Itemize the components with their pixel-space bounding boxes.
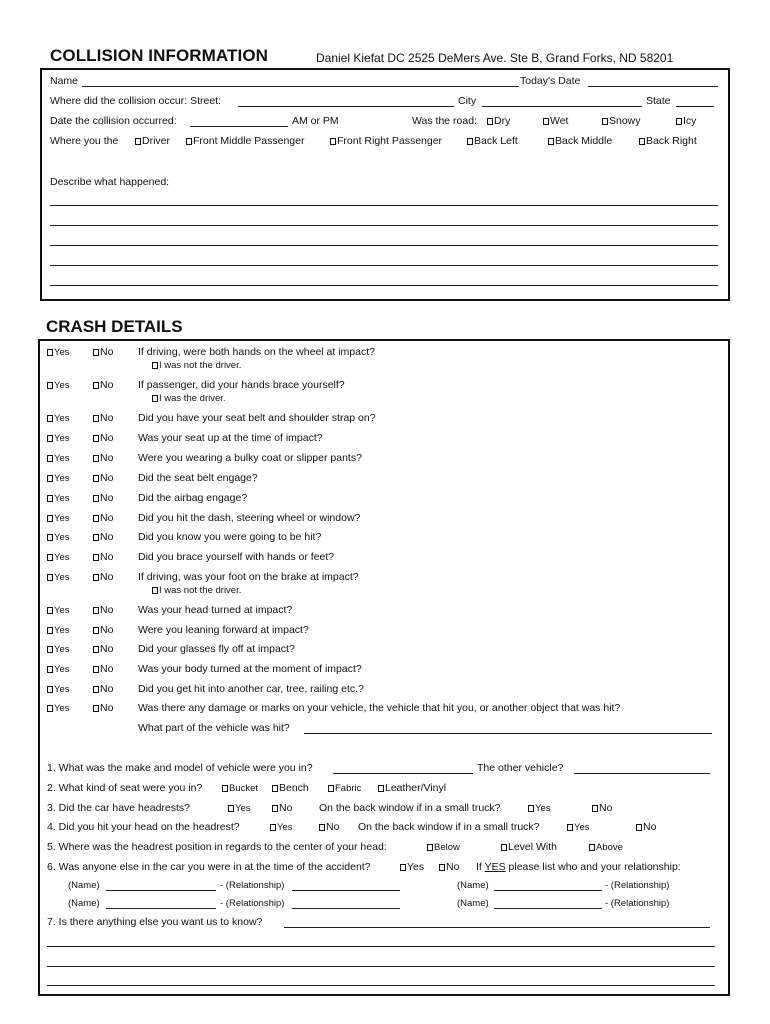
city-label: City (458, 95, 477, 107)
q3b-label: On the back window if in a small truck? (319, 802, 501, 814)
ampm-label: AM or PM (292, 115, 339, 127)
other-rel-label: - (Relationship) (605, 880, 670, 891)
checkbox-icon[interactable] (47, 705, 53, 712)
yes-option[interactable]: Yes (47, 492, 70, 504)
describe-label: Describe what happened: (50, 176, 170, 188)
q7-line[interactable] (47, 946, 715, 947)
question-text: Were you leaning forward at impact? (138, 624, 309, 636)
q6-no[interactable]: No (439, 861, 459, 873)
question-sub-option[interactable]: I was the driver. (152, 392, 226, 404)
yes-option[interactable]: Yes (47, 346, 70, 358)
road-dry[interactable]: Dry (487, 115, 510, 127)
yes-option[interactable]: Yes (47, 551, 70, 563)
q7-label: 7. Is there anything else you want us to know? (47, 916, 263, 928)
other-rel-label: - (Relationship) (605, 898, 670, 909)
checkbox-icon[interactable] (47, 646, 53, 653)
q4-no[interactable]: No (319, 821, 339, 833)
question-text: Did you have your seat belt and shoulder strap on? (138, 412, 376, 424)
checkbox-icon[interactable] (93, 495, 99, 502)
checkbox-icon[interactable] (528, 805, 534, 812)
checkbox-icon[interactable] (93, 705, 99, 712)
yes-option[interactable]: Yes (47, 624, 70, 636)
q4b-label: On the back window if in a small truck? (358, 821, 540, 833)
seat-bench[interactable]: Bench (272, 782, 309, 794)
checkbox-icon[interactable] (47, 515, 53, 522)
checkbox-icon[interactable] (636, 824, 642, 831)
checkbox-icon[interactable] (47, 455, 53, 462)
checkbox-icon[interactable] (47, 554, 53, 561)
checkbox-icon[interactable] (93, 415, 99, 422)
q4b-yes[interactable]: Yes (567, 821, 590, 833)
checkbox-icon[interactable] (186, 138, 192, 145)
question-text: Was your body turned at the moment of impact? (138, 663, 362, 675)
road-wet[interactable]: Wet (543, 115, 568, 127)
checkbox-icon[interactable] (47, 666, 53, 673)
question-sub-option[interactable]: I was not the driver. (152, 359, 241, 371)
no-option[interactable]: No (93, 643, 113, 655)
question-text: Did you know you were going to be hit? (138, 531, 322, 543)
checkbox-icon[interactable] (272, 785, 278, 792)
checkbox-icon[interactable] (228, 805, 234, 812)
no-option[interactable]: No (93, 604, 113, 616)
checkbox-icon[interactable] (487, 118, 493, 125)
q4-yes[interactable]: Yes (270, 821, 293, 833)
clinic-address: Daniel Kiefat DC 2525 DeMers Ave. Ste B, Grand Forks, ND 58201 (316, 51, 674, 65)
page-title: COLLISION INFORMATION (50, 46, 269, 65)
today-date-field[interactable] (588, 86, 718, 87)
question-text: Was your seat up at the time of impact? (138, 432, 323, 444)
no-option[interactable]: No (93, 452, 113, 464)
checkbox-icon[interactable] (93, 627, 99, 634)
checkbox-icon[interactable] (676, 118, 682, 125)
other-rel-label: - (Relationship) (220, 880, 285, 891)
checkbox-icon[interactable] (589, 844, 595, 851)
road-icy[interactable]: Icy (676, 115, 696, 127)
other-name-label: (Name) (457, 898, 489, 909)
yes-option[interactable]: Yes (47, 472, 70, 484)
question-text: If driving, was your foot on the brake at impact? (138, 571, 359, 583)
yes-option[interactable]: Yes (47, 432, 70, 444)
yes-option[interactable]: Yes (47, 604, 70, 616)
yes-option[interactable]: Yes (47, 452, 70, 464)
state-label: State (646, 95, 671, 107)
q1b-field[interactable] (574, 773, 710, 774)
date-field[interactable] (190, 126, 288, 127)
yes-option[interactable]: Yes (47, 412, 70, 424)
checkbox-icon[interactable] (602, 118, 608, 125)
yes-option[interactable]: Yes (47, 663, 70, 675)
checkbox-icon[interactable] (47, 686, 53, 693)
other-name-label: (Name) (68, 880, 100, 891)
checkbox-icon[interactable] (93, 475, 99, 482)
seat-leather[interactable]: Leather/Vinyl (378, 782, 446, 794)
other-name-field[interactable] (494, 890, 602, 891)
position-label: Where you the (50, 135, 119, 147)
question-text: Did you brace yourself with hands or feet? (138, 551, 335, 563)
checkbox-icon[interactable] (135, 138, 141, 145)
describe-line[interactable] (50, 285, 718, 286)
q1b-label: The other vehicle? (477, 762, 564, 774)
q3b-no[interactable]: No (592, 802, 612, 814)
checkbox-icon[interactable] (47, 415, 53, 422)
checkbox-icon[interactable] (639, 138, 645, 145)
other-rel-label: - (Relationship) (220, 898, 285, 909)
checkbox-icon[interactable] (47, 495, 53, 502)
question-text: Did you hit the dash, steering wheel or window? (138, 512, 361, 524)
checkbox-icon[interactable] (467, 138, 473, 145)
position-front-right[interactable]: Front Right Passenger (330, 135, 442, 147)
checkbox-icon[interactable] (93, 455, 99, 462)
checkbox-icon[interactable] (378, 785, 384, 792)
checkbox-icon[interactable] (93, 534, 99, 541)
describe-line[interactable] (50, 205, 718, 206)
checkbox-icon[interactable] (548, 138, 554, 145)
describe-line[interactable] (50, 225, 718, 226)
question-text: Did your glasses fly off at impact? (138, 643, 295, 655)
question-text: Did you get hit into another car, tree, railing etc.? (138, 683, 364, 695)
other-rel-field[interactable] (292, 890, 400, 891)
no-option[interactable]: No (93, 683, 113, 695)
checkbox-icon[interactable] (47, 534, 53, 541)
q3-yes[interactable]: Yes (228, 802, 251, 814)
crash-details-title: CRASH DETAILS (46, 317, 183, 336)
q3-no[interactable]: No (272, 802, 292, 814)
no-option[interactable]: No (93, 432, 113, 444)
checkbox-icon[interactable] (222, 785, 228, 792)
question-sub-option[interactable]: I was not the driver. (152, 584, 241, 596)
seat-fabric[interactable]: Fabric (328, 782, 361, 794)
checkbox-icon[interactable] (93, 574, 99, 581)
checkbox-icon[interactable] (47, 627, 53, 634)
yes-option[interactable]: Yes (47, 683, 70, 695)
checkbox-icon[interactable] (592, 805, 598, 812)
yes-option[interactable]: Yes (47, 531, 70, 543)
name-field[interactable] (82, 86, 519, 87)
checkbox-icon[interactable] (501, 844, 507, 851)
checkbox-icon[interactable] (47, 475, 53, 482)
checkbox-icon[interactable] (272, 805, 278, 812)
no-option[interactable]: No (93, 472, 113, 484)
checkbox-icon[interactable] (93, 666, 99, 673)
position-driver[interactable]: Driver (135, 135, 170, 147)
checkbox-icon[interactable] (47, 382, 53, 389)
checkbox-icon[interactable] (439, 864, 445, 871)
checkbox-icon[interactable] (567, 824, 573, 831)
no-option[interactable]: No (93, 412, 113, 424)
checkbox-icon[interactable] (330, 138, 336, 145)
today-date-label: Today's Date (520, 75, 581, 87)
position-back-right[interactable]: Back Right (639, 135, 697, 147)
q6-label: 6. Was anyone else in the car you were in at the time of the accident? (47, 861, 371, 873)
yes-option[interactable]: Yes (47, 702, 70, 714)
checkbox-icon[interactable] (93, 349, 99, 356)
no-option[interactable]: No (93, 512, 113, 524)
no-option[interactable]: No (93, 492, 113, 504)
checkbox-icon[interactable] (328, 785, 334, 792)
checkbox-icon[interactable] (47, 574, 53, 581)
date-label: Date the collision occurred: (50, 115, 177, 127)
no-option[interactable]: No (93, 624, 113, 636)
no-option[interactable]: No (93, 571, 113, 583)
describe-line[interactable] (50, 245, 718, 246)
state-field[interactable] (676, 106, 714, 107)
yes-option[interactable]: Yes (47, 379, 70, 391)
q4b-no[interactable]: No (636, 821, 656, 833)
other-rel-field[interactable] (292, 908, 400, 909)
question-text: If passenger, did your hands brace yourself? (138, 379, 345, 391)
describe-line[interactable] (50, 265, 718, 266)
checkbox-icon[interactable] (47, 349, 53, 356)
q6-yes[interactable]: Yes (400, 861, 424, 873)
headrest-below[interactable]: Below (427, 841, 460, 853)
yes-option[interactable]: Yes (47, 571, 70, 583)
other-name-field[interactable] (106, 890, 216, 891)
street-label: Where did the collision occur: Street: (50, 95, 221, 107)
checkbox-icon[interactable] (400, 864, 406, 871)
question-text: Did the seat belt engage? (138, 472, 258, 484)
seat-bucket[interactable]: Bucket (222, 782, 258, 794)
q1-field[interactable] (333, 773, 473, 774)
checkbox-icon[interactable] (93, 607, 99, 614)
question-text: Were you wearing a bulky coat or slipper pants? (138, 452, 362, 464)
question-text: If driving, were both hands on the wheel at impact? (138, 346, 375, 358)
no-option[interactable]: No (93, 702, 113, 714)
q7-line[interactable] (47, 985, 715, 986)
checkbox-icon[interactable] (427, 844, 433, 851)
q3-label: 3. Did the car have headrests? (47, 802, 191, 814)
checkbox-icon[interactable] (543, 118, 549, 125)
no-option[interactable]: No (93, 346, 113, 358)
checkbox-icon[interactable] (93, 382, 99, 389)
position-back-middle[interactable]: Back Middle (548, 135, 612, 147)
checkbox-icon[interactable] (47, 607, 53, 614)
q6-instruction: If YES please list who and your relationship: (476, 861, 681, 873)
q1-label: 1. What was the make and model of vehicle were you in? (47, 762, 313, 774)
name-label: Name (50, 75, 79, 87)
q4-label: 4. Did you hit your head on the headrest? (47, 821, 240, 833)
checkbox-icon[interactable] (93, 686, 99, 693)
position-back-left[interactable]: Back Left (467, 135, 518, 147)
q5-label: 5. Where was the headrest position in regards to the center of your head: (47, 841, 387, 853)
yes-option[interactable]: Yes (47, 643, 70, 655)
q7-field[interactable] (284, 927, 710, 928)
city-field[interactable] (482, 106, 642, 107)
q3b-yes[interactable]: Yes (528, 802, 551, 814)
other-name-label: (Name) (457, 880, 489, 891)
checkbox-icon[interactable] (152, 362, 158, 369)
other-name-field[interactable] (494, 908, 602, 909)
no-option[interactable]: No (93, 663, 113, 675)
question-text: Did the airbag engage? (138, 492, 248, 504)
checkbox-icon[interactable] (93, 554, 99, 561)
headrest-level[interactable]: Level With (501, 841, 557, 853)
checkbox-icon[interactable] (319, 824, 325, 831)
q2-label: 2. What kind of seat were you in? (47, 782, 203, 794)
no-option[interactable]: No (93, 379, 113, 391)
road-label: Was the road: (412, 115, 477, 127)
checkbox-icon[interactable] (270, 824, 276, 831)
road-snowy[interactable]: Snowy (602, 115, 641, 127)
checkbox-icon[interactable] (93, 515, 99, 522)
checkbox-icon[interactable] (152, 395, 158, 402)
question-text: Was your head turned at impact? (138, 604, 293, 616)
vehicle-part-label: What part of the vehicle was hit? (138, 722, 290, 734)
question-text: Was there any damage or marks on your vehicle, the vehicle that hit you, or another object that was hit? (138, 702, 621, 714)
no-option[interactable]: No (93, 551, 113, 563)
checkbox-icon[interactable] (47, 435, 53, 442)
other-name-label: (Name) (68, 898, 100, 909)
headrest-above[interactable]: Above (589, 841, 623, 853)
checkbox-icon[interactable] (152, 587, 158, 594)
q7-line[interactable] (47, 966, 715, 967)
yes-option[interactable]: Yes (47, 512, 70, 524)
position-front-middle[interactable]: Front Middle Passenger (186, 135, 304, 147)
checkbox-icon[interactable] (93, 435, 99, 442)
no-option[interactable]: No (93, 531, 113, 543)
checkbox-icon[interactable] (93, 646, 99, 653)
vehicle-part-field[interactable] (304, 733, 712, 734)
other-name-field[interactable] (106, 908, 216, 909)
street-field[interactable] (238, 106, 454, 107)
